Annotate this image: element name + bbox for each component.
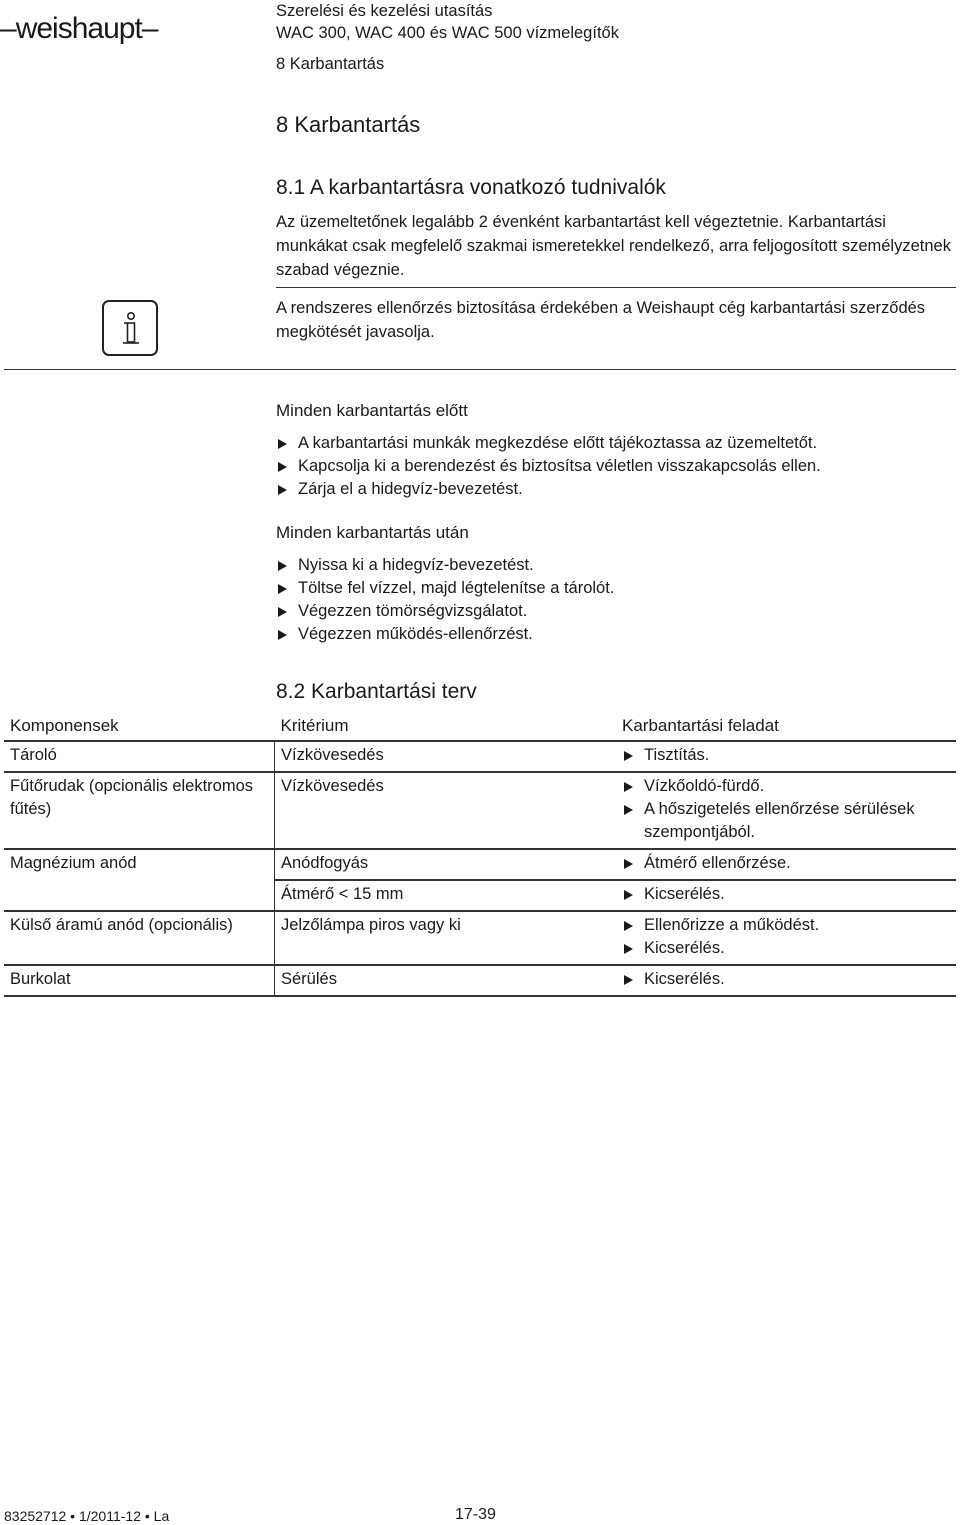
- task-cell: [616, 741, 956, 772]
- arrow-right-icon: [278, 607, 287, 617]
- list-item: Kicserélés.: [622, 937, 950, 960]
- list-item: Átmérő ellenőrzése.: [622, 852, 950, 875]
- task-cell: [616, 849, 956, 880]
- task-cell: [616, 772, 956, 849]
- list-item: Zárja el a hidegvíz-bevezetést.: [276, 478, 956, 501]
- criterion-cell: Jelzőlámpa piros vagy ki: [275, 911, 617, 965]
- arrow-right-icon: [278, 439, 287, 449]
- info-icon: [102, 300, 158, 356]
- column-header: Komponensek: [4, 712, 275, 741]
- component-cell: Külső áramú anód (opcionális): [4, 911, 275, 965]
- table-row: [4, 965, 956, 996]
- criterion-cell: Anódfogyás: [275, 849, 617, 880]
- column-header: Kritérium: [275, 712, 617, 741]
- arrow-right-icon: [278, 630, 287, 640]
- table-row: [4, 880, 956, 911]
- arrow-right-icon: [624, 921, 633, 931]
- subsection-title-8-2: 8.2 Karbantartási terv: [276, 680, 477, 703]
- arrow-right-icon: [624, 805, 633, 815]
- component-cell: [4, 880, 275, 911]
- list-item: Végezzen tömörségvizsgálatot.: [276, 600, 956, 623]
- task-cell: [616, 965, 956, 996]
- table-header-row: [4, 712, 956, 741]
- maintenance-plan-table: [4, 712, 956, 997]
- list-item: Nyissa ki a hidegvíz-bevezetést.: [276, 554, 956, 577]
- arrow-right-icon: [624, 975, 633, 985]
- table-row: [4, 849, 956, 880]
- arrow-right-icon: [624, 751, 633, 761]
- component-cell: Tároló: [4, 741, 275, 772]
- page-number: 17-39: [455, 1506, 496, 1523]
- criterion-cell: Átmérő < 15 mm: [275, 880, 617, 911]
- task-cell: [616, 880, 956, 911]
- arrow-right-icon: [278, 561, 287, 571]
- criterion-cell: Vízkövesedés: [275, 741, 617, 772]
- criterion-cell: Vízkövesedés: [275, 772, 617, 849]
- arrow-right-icon: [624, 944, 633, 954]
- arrow-right-icon: [278, 462, 287, 472]
- after-maintenance-heading: Minden karbantartás után: [276, 523, 469, 542]
- arrow-right-icon: [624, 782, 633, 792]
- arrow-right-icon: [278, 485, 287, 495]
- task-cell: [616, 911, 956, 965]
- list-item: Kicserélés.: [622, 968, 950, 991]
- list-item: Kicserélés.: [622, 883, 950, 906]
- component-cell: Magnézium anód: [10, 854, 137, 872]
- list-item: Vízkőoldó-fürdő.: [622, 775, 950, 798]
- arrow-right-icon: [624, 859, 633, 869]
- divider: [4, 369, 956, 370]
- arrow-right-icon: [278, 584, 287, 594]
- after-steps: [276, 554, 956, 646]
- document-type: Szerelési és kezelési utasítás: [276, 2, 493, 20]
- intro-paragraph: Az üzemeltetőnek legalább 2 évenként karbantartást kell végeztetnie. Karbantartási munkákat csak megfelelő szakmai ismeretekkel rendelkező, arra feljogosított személyzetnek szabad végeznie.: [276, 213, 951, 279]
- section-title: 8 Karbantartás: [276, 112, 421, 137]
- component-cell: Fűtőrudak (opcionális elektromos fűtés): [4, 772, 275, 849]
- subsection-title-8-1: 8.1 A karbantartásra vonatkozó tudnivalók: [276, 176, 666, 199]
- list-item: Ellenőrizze a működést.: [622, 914, 950, 937]
- component-cell: Burkolat: [4, 965, 275, 996]
- document-code: 83252712 • 1/2011-12 • La: [4, 1508, 170, 1524]
- before-maintenance-heading: Minden karbantartás előtt: [276, 401, 468, 420]
- list-item: Tisztítás.: [622, 744, 950, 767]
- list-item: Kapcsolja ki a berendezést és biztosítsa véletlen visszakapcsolás ellen.: [276, 455, 956, 478]
- list-item: Végezzen működés-ellenőrzést.: [276, 623, 956, 646]
- before-steps: [276, 432, 956, 501]
- column-header: Karbantartási feladat: [616, 712, 956, 741]
- list-item: Töltse fel vízzel, majd légtelenítse a tárolót.: [276, 577, 956, 600]
- divider: [276, 287, 956, 288]
- list-item: A karbantartási munkák megkezdése előtt tájékoztassa az üzemeltetőt.: [276, 432, 956, 455]
- table-row: [4, 741, 956, 772]
- product-line: WAC 300, WAC 400 és WAC 500 vízmelegítők: [276, 24, 619, 42]
- chapter-header: 8 Karbantartás: [276, 55, 385, 73]
- weishaupt-logo: –weishaupt–: [0, 12, 158, 45]
- criterion-cell: Sérülés: [275, 965, 617, 996]
- table-row: [4, 772, 956, 849]
- list-item: A hőszigetelés ellenőrzése sérülések szempontjából.: [622, 798, 950, 844]
- arrow-right-icon: [624, 890, 633, 900]
- info-note: A rendszeres ellenőrzés biztosítása érdekében a Weishaupt cég karbantartási szerződés megkötését javasolja.: [276, 299, 926, 341]
- table-row: [4, 911, 956, 965]
